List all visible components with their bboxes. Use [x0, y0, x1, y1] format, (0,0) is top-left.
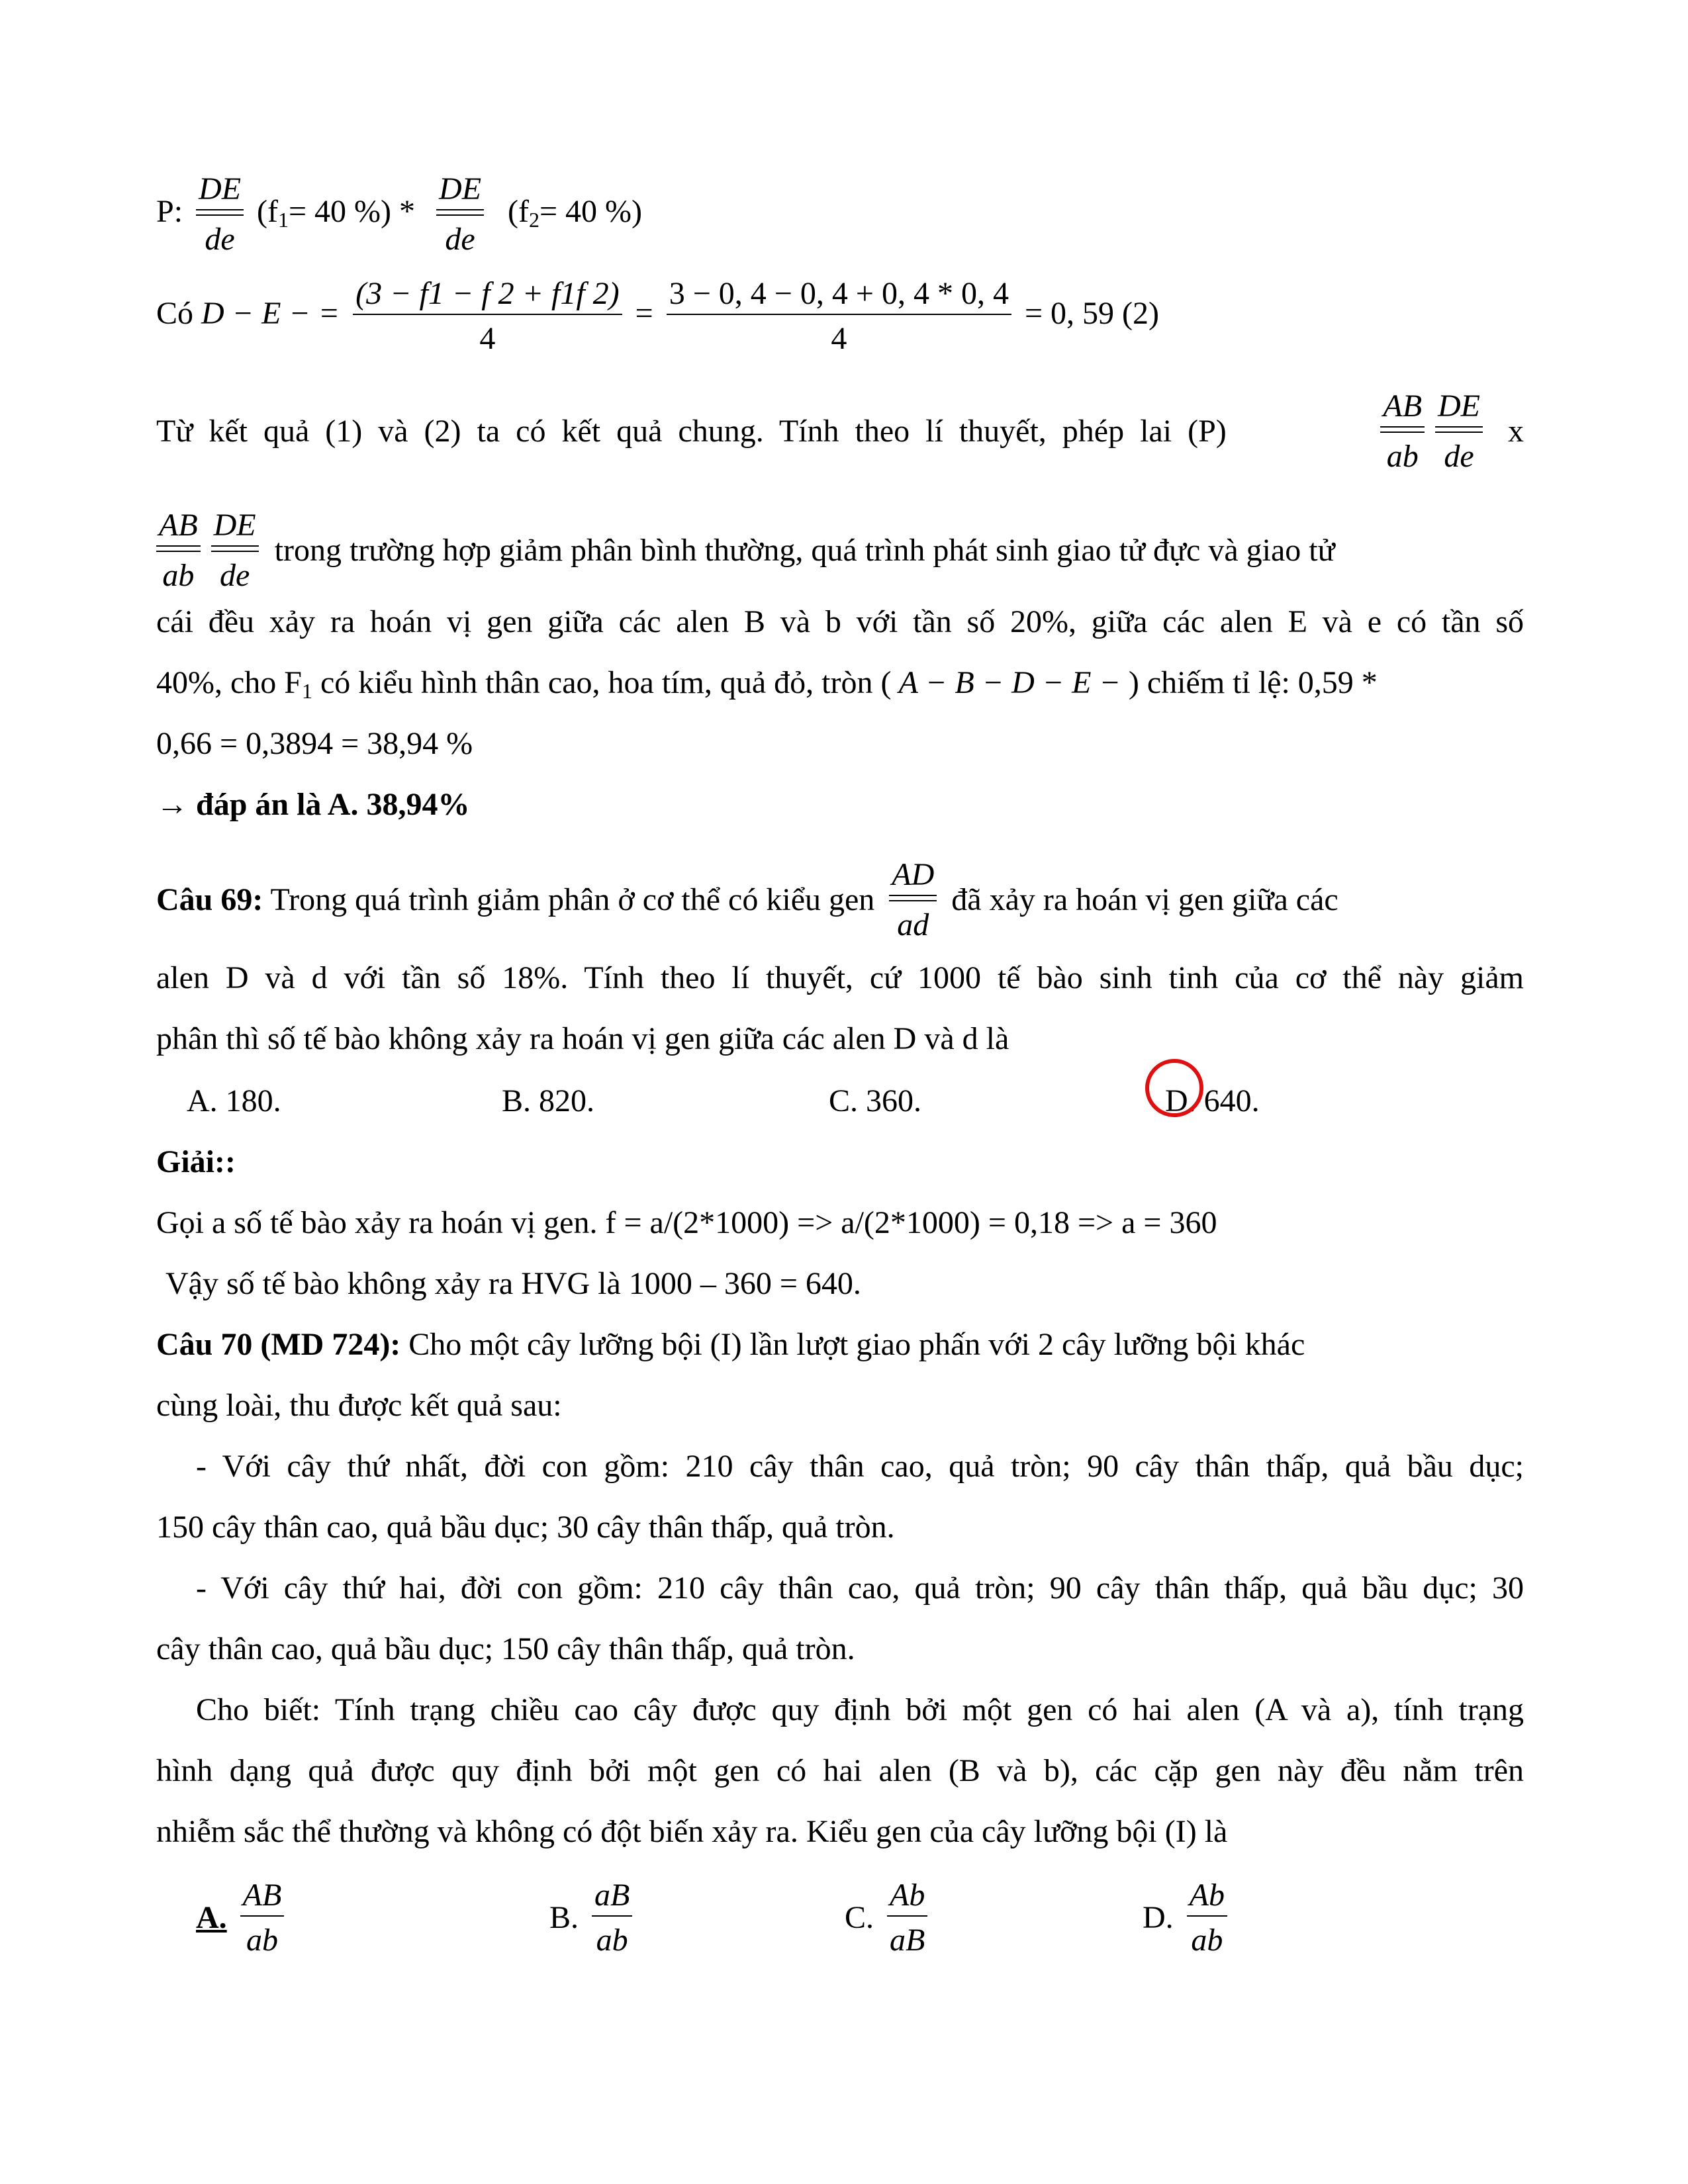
- paragraph-line: nhiễm sắc thể thường và không có đột biến xảy ra. Kiểu gen của cây lưỡng bội (I) là: [156, 1814, 1228, 1849]
- paragraph-line: 150 cây thân cao, quả bầu dục; 30 cây thân thấp, quả tròn.: [156, 1510, 895, 1545]
- p-label: P:: [156, 194, 183, 230]
- paragraph-line: Cho biết: Tính trạng chiều cao cây được quy định bởi một gen có hai alen (A và a), tính trạng: [196, 1692, 1524, 1727]
- option-a[interactable]: A. 180.: [187, 1083, 281, 1118]
- genotype-fraction: DE de: [196, 173, 244, 255]
- formula-fraction: $\frac{3 - 0, 4 - 0, 4 + 0, 4 * 0, 4}{4}$: [667, 278, 1011, 355]
- option-d[interactable]: D. $\frac{Ab}{ab}$: [1143, 1880, 1233, 1956]
- option-a[interactable]: A. $\frac{AB}{ab}$: [196, 1880, 289, 1956]
- genotype-fraction: AB ab: [1380, 390, 1425, 473]
- paragraph-line: alen D và d với tần số 18%. Tính theo lí thuyết, cứ 1000 tế bào sinh tinh của cơ thể này giảm: [156, 960, 1524, 995]
- genotype-fraction: AB ab: [156, 510, 201, 592]
- paragraph-line: cây thân cao, quả bầu dục; 150 cây thân thấp, quả tròn.: [156, 1631, 855, 1666]
- paragraph-line: cùng loài, thu được kết quả sau:: [156, 1388, 562, 1423]
- genotype-fraction: $\frac{Ab}{ab}$: [1187, 1880, 1227, 1956]
- paragraph-line: 40%, cho $F_1$ có kiểu hình thân cao, hoa tím, quả đỏ, tròn ( A − B − D − E − ) chiếm tỉ lệ: 0,59 *: [156, 665, 1378, 703]
- option-c[interactable]: C. 360.: [829, 1083, 922, 1118]
- paragraph-line: - Với cây thứ hai, đời con gồm: 210 cây thân cao, quả tròn; 90 cây thân thấp, quả bầu dục; 30: [196, 1570, 1524, 1606]
- paragraph-line: cái đều xảy ra hoán vị gen giữa các alen B và b với tần số 20%, giữa các alen E và e có tần số: [156, 604, 1524, 639]
- answer-circle-mark: [1145, 1059, 1203, 1117]
- paragraph-line: hình dạng quả được quy định bởi một gen có hai alen (B và b), các cặp gen này đều nằm trên: [156, 1753, 1524, 1788]
- paragraph-line: AB ab DE de trong trường hợp giảm phân bình thường, quá trình phát sinh giao tử đực và giao tử: [156, 510, 1524, 592]
- genotype-fraction: DE de: [211, 510, 259, 592]
- paragraph-line: 0,66 = 0,3894 = 38,94 %: [156, 726, 473, 761]
- paragraph-line: Từ kết quả (1) và (2) ta có kết quả chung. Tính theo lí thuyết, phép lai (P) AB ab DE de x: [156, 388, 1524, 474]
- genotype-fraction: DE de: [436, 173, 484, 255]
- option-d[interactable]: D. 640.: [1165, 1083, 1260, 1118]
- genotype-fraction: $\frac{Ab}{aB}$: [887, 1880, 927, 1956]
- solution-line: Vậy số tế bào không xảy ra HVG là 1000 – 360 = 640.: [165, 1266, 861, 1301]
- formula-fraction: $\frac{(3 - f1 - f 2 + f1f 2)}{4}$: [353, 278, 622, 355]
- question-70: Câu 70 (MD 724): Cho một cây lưỡng bội (I) lần lượt giao phấn với 2 cây lưỡng bội khác: [156, 1327, 1305, 1362]
- genotype-fraction: DE de: [1435, 390, 1483, 473]
- solution-line: Gọi a số tế bào xảy ra hoán vị gen. f = a/(2*1000) => a/(2*1000) = 0,18 => a = 360: [156, 1205, 1217, 1240]
- p-cross-line: P: DE de ($f_1= 40$ %) * DE de ($f_2= 40$ %): [156, 171, 643, 257]
- option-b[interactable]: B. $\frac{aB}{ab}$: [549, 1880, 637, 1956]
- option-c[interactable]: C. $\frac{Ab}{aB}$: [845, 1880, 933, 1956]
- paragraph-line: phân thì số tế bào không xảy ra hoán vị gen giữa các alen D và d là: [156, 1021, 1009, 1056]
- question-69: Câu 69: Trong quá trình giảm phân ở cơ thể có kiểu gen AD ad đã xảy ra hoán vị gen giữa các: [156, 857, 1338, 942]
- option-b[interactable]: B. 820.: [502, 1083, 595, 1118]
- formula-line: Có D − E − = $\frac{(3 - f1 - f 2 + f1f 2)}{4}$ = $\frac{3 - 0, 4 - 0, 4 + 0, 4 * 0, 4}{4}$ = 0, 59 (2): [156, 276, 1159, 356]
- genotype-fraction: AD ad: [889, 859, 937, 941]
- answer-line: → đáp án là A. 38,94%: [156, 787, 470, 822]
- genotype-fraction: $\frac{aB}{ab}$: [592, 1880, 632, 1956]
- solution-label: Giải::: [156, 1144, 236, 1179]
- paragraph-line: - Với cây thứ nhất, đời con gồm: 210 cây thân cao, quả tròn; 90 cây thân thấp, quả bầu dục;: [196, 1449, 1524, 1484]
- genotype-fraction: $\frac{AB}{ab}$: [240, 1880, 285, 1956]
